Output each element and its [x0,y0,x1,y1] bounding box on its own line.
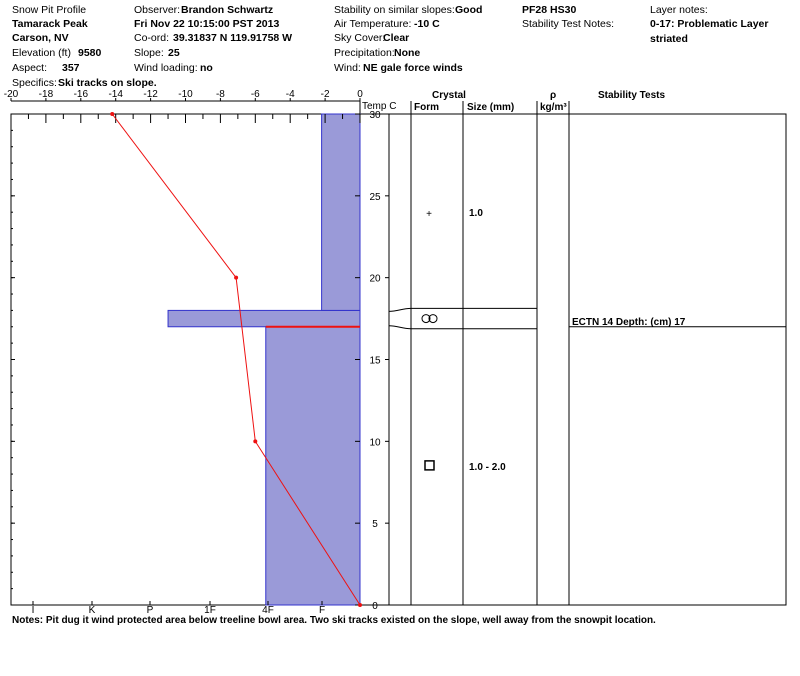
aspect-label: Aspect: [12,62,48,74]
hardness-tick-label: 4F [262,605,274,616]
temp-tick-label: 0 [357,89,363,100]
height-tick-label: 0 [372,601,378,612]
temp-tick-label: -18 [38,89,54,100]
air-temp-label: Air Temperature: [334,18,412,30]
temp-tick-label: -20 [3,89,19,100]
precip-value: None [394,47,421,59]
coord-label: Co-ord: [134,32,170,44]
density-unit-header: kg/m³ [540,102,567,113]
elevation-label: Elevation (ft) [12,47,71,59]
temp-tick-label: -8 [215,89,225,100]
layer-note-2: striated [650,33,688,45]
sky-cover-value: Clear [383,32,410,44]
location-name: Tamarack Peak [12,18,88,30]
stability-test-notes-label: Stability Test Notes: [522,18,615,30]
crystal-header: Crystal [432,90,466,101]
precip-label: Precipitation: [334,47,395,59]
temp-tick-label: -6 [250,89,260,100]
pit-notes: Notes: Pit dug it wind protected area below treeline bowl area. Two ski tracks existed on the slope, well away from the snowpit location. [12,615,656,626]
height-tick-label: 5 [372,519,378,531]
temp-tick-label: -16 [73,89,89,100]
crystal-plus-icon: + [426,209,432,221]
height-tick-label: 20 [369,273,381,285]
slope-label: Slope: [134,47,164,59]
size-header: Size (mm) [467,102,515,113]
observer-value: Brandon Schwartz [181,4,274,16]
elevation-value: 9580 [78,47,102,59]
area-name: Carson, NV [12,32,69,44]
layer-notes-label: Layer notes: [650,4,708,16]
wind-loading-value: no [200,62,213,74]
chart-frame [11,114,786,605]
temp-tick-label: -4 [285,89,295,100]
pf-hs: PF28 HS30 [522,4,577,16]
height-tick-label: 30 [369,110,381,121]
hardness-layer-bar-0 [168,310,360,326]
observer-label: Observer: [134,4,181,16]
crystal-size-label: 1.0 [469,208,483,220]
temp-column-header: Temp C [362,101,397,112]
specifics-value: Ski tracks on slope. [58,77,157,89]
temp-tick-label: -14 [108,89,123,100]
wind-label: Wind: [334,62,361,74]
slope-value: 25 [168,47,180,59]
hardness-layer-bar-1 [266,327,360,605]
temperature-point [110,112,114,116]
height-tick-label: 25 [369,191,381,203]
hardness-tick-label: P [146,605,154,616]
observation-datetime: Fri Nov 22 10:15:00 PST 2013 [134,18,280,30]
air-temp-value: -10 C [414,18,440,30]
form-header: Form [414,102,439,113]
stability-label: Stability on similar slopes: [334,4,455,16]
temperature-point [253,439,257,443]
temperature-point [358,603,362,607]
hardness-tick-label: F [318,605,326,616]
stability-test-label: ECTN 14 Depth: (cm) 17 [572,316,686,328]
crystal-square-icon [425,461,434,470]
stability-value: Good [455,4,483,16]
hardness-tick-label: 1F [204,605,216,616]
layer-note-1: 0-17: Problematic Layer [650,18,769,30]
hardness-layer-bar-2 [322,114,360,310]
profile-title: Snow Pit Profile [12,4,87,16]
sky-cover-label: Sky Cover: [334,32,386,44]
temperature-point [234,276,238,280]
stability-tests-header: Stability Tests [598,90,666,101]
height-tick-label: 15 [369,355,381,367]
rho-header: ρ [550,90,557,101]
temp-tick-label: -10 [178,89,193,100]
hardness-tick-label: K [88,605,96,616]
wind-value: NE gale force winds [363,62,463,74]
temp-tick-label: -2 [320,89,330,100]
coord-value: 39.31837 N 119.91758 W [173,32,293,44]
height-tick-label: 10 [369,437,381,449]
wind-loading-label: Wind loading: [134,62,198,74]
temp-tick-label: -12 [143,89,158,100]
aspect-value: 357 [62,62,80,74]
crystal-size-label: 1.0 - 2.0 [469,461,506,473]
specifics-label: Specifics: [12,77,57,89]
hardness-tick-label: I [31,605,35,616]
